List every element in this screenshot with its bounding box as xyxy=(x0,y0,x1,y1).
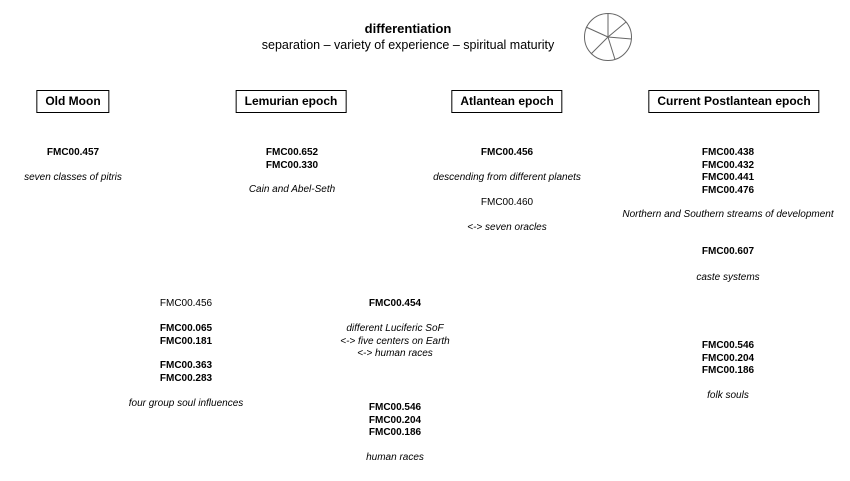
code-label: FMC00.330 xyxy=(265,159,319,171)
note-line: <-> five centers on Earth xyxy=(340,335,450,347)
code-label: FMC00.363 xyxy=(159,360,213,371)
code-label: FMC00.283 xyxy=(159,372,213,384)
lemurian-note: Cain and Abel-Seth xyxy=(248,184,336,195)
old-moon-codes xyxy=(47,147,99,160)
epoch-atlantean: Atlantean epoch xyxy=(451,90,562,113)
diagram-title: differentiation xyxy=(364,21,452,36)
code-label: FMC00.546 xyxy=(701,340,755,351)
code-label: FMC00.181 xyxy=(159,335,213,347)
code-label: FMC00.065 xyxy=(159,323,213,334)
pie-chart-icon xyxy=(583,12,633,62)
postlantean-codes-1 xyxy=(702,147,754,197)
note-line: different Luciferic SoF xyxy=(346,323,444,334)
code-label: FMC00.186 xyxy=(368,427,422,438)
group-soul-codes-a xyxy=(160,323,212,348)
atlantean-code-2: FMC00.460 xyxy=(480,197,534,208)
group-soul-codes-b xyxy=(160,360,212,385)
postlantean-note-1: Northern and Southern streams of development xyxy=(622,209,834,220)
old-moon-note: seven classes of pitris xyxy=(24,172,122,183)
code-label: FMC00.457 xyxy=(46,147,100,158)
group-soul-note: four group soul influences xyxy=(128,398,244,409)
atlantean-note-1: descending from different planets xyxy=(433,172,581,183)
epoch-lemurian: Lemurian epoch xyxy=(236,90,347,113)
code-label: FMC00.546 xyxy=(368,402,422,413)
luciferic-notes xyxy=(340,323,450,361)
code-label: FMC00.204 xyxy=(701,352,755,364)
postlantean-codes-3 xyxy=(702,340,754,378)
group-soul-code: FMC00.456 xyxy=(159,298,213,309)
atlantean-note-2: <-> seven oracles xyxy=(467,222,547,233)
code-label: FMC00.432 xyxy=(701,159,755,171)
code-label: FMC00.204 xyxy=(368,414,422,426)
postlantean-note-3: folk souls xyxy=(707,390,749,401)
luciferic-note-2: human races xyxy=(366,452,424,463)
luciferic-codes xyxy=(369,402,421,440)
note-line: <-> human races xyxy=(357,348,433,359)
epoch-postlantean: Current Postlantean epoch xyxy=(648,90,819,113)
code-label: FMC00.438 xyxy=(701,147,755,158)
diagram-subtitle: separation – variety of experience – spiritual maturity xyxy=(261,38,555,52)
code-label: FMC00.652 xyxy=(265,147,319,158)
postlantean-code-2: FMC00.607 xyxy=(701,246,755,257)
postlantean-note-2: caste systems xyxy=(696,272,760,283)
code-label: FMC00.186 xyxy=(701,365,755,376)
code-label: FMC00.441 xyxy=(701,172,755,183)
epoch-old-moon: Old Moon xyxy=(36,90,109,113)
lemurian-codes xyxy=(266,147,318,172)
code-label: FMC00.476 xyxy=(701,184,755,196)
atlantean-code-1: FMC00.456 xyxy=(480,147,534,158)
luciferic-code: FMC00.454 xyxy=(368,298,422,309)
